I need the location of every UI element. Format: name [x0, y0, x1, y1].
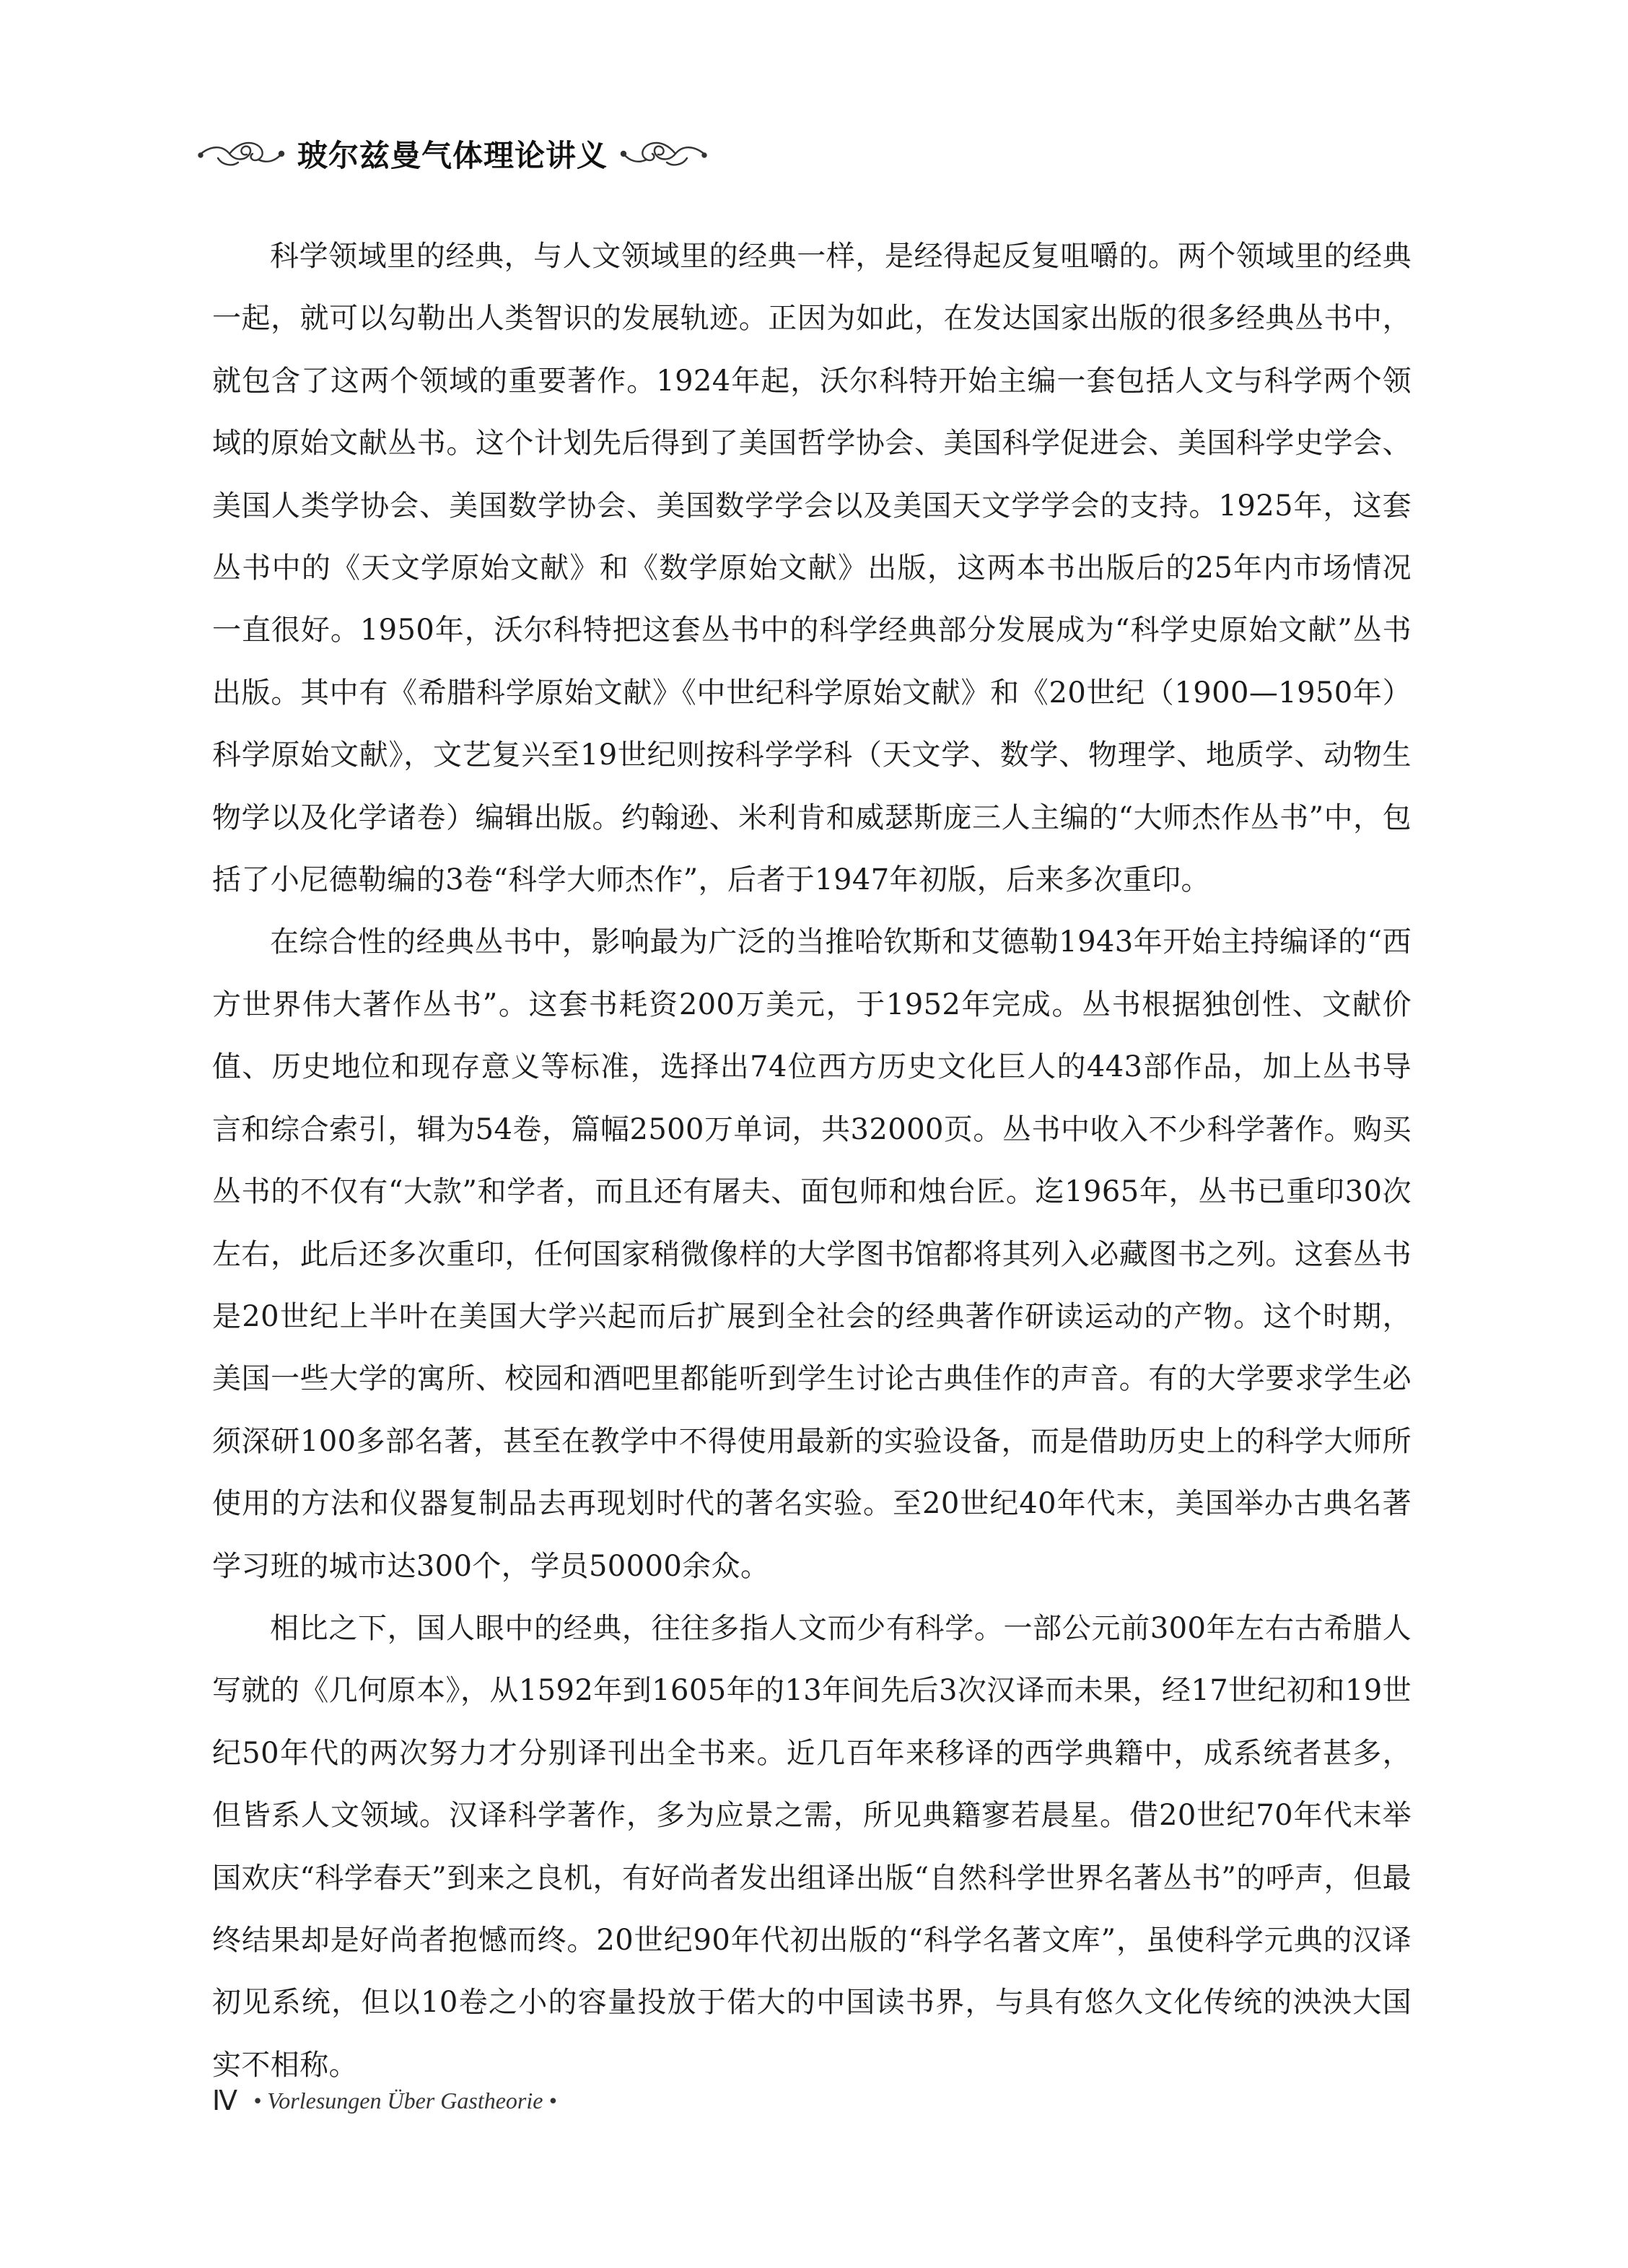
paragraph-3: 相比之下，国人眼中的经典，往往多指人文而少有科学。一部公元前300年左右古希腊人写就的《几何原本》，从1592年到1605年的13年间先后3次汉译而未果，经17世纪初和19世纪50年代的两次努力才分别译刊出全书来。近几百年来移译的西学典籍中，成系统者甚多，但皆系人文领域。汉译科学著作，多为应景之需，所见典籍寥若晨星。借20世纪70年代末举国欢庆“科学春天”到来之良机，有好尚者发出组译出版“自然科学世界名著丛书”的呼声，但最终结果却是好尚者抱憾而终。20世纪90年代初出版的“科学名著文库”，虽使科学元典的汉译初见系统，但以10卷之小的容量投放于偌大的中国读书界，与具有悠久文化传统的泱泱大国实不相称。 [212, 1611, 1412, 2082]
page-footer [212, 2079, 557, 2122]
right-flourish-icon [619, 134, 709, 174]
paragraph-1: 科学领域里的经典，与人文领域里的经典一样，是经得起反复咀嚼的。两个领域里的经典一起，就可以勾勒出人类智识的发展轨迹。正因为如此，在发达国家出版的很多经典丛书中，就包含了这两个领域的重要著作。1924年起，沃尔科特开始主编一套包括人文与科学两个领域的原始文献丛书。这个计划先后得到了美国哲学协会、美国科学促进会、美国科学史学会、美国人类学协会、美国数学协会、美国数学学会以及美国天文学学会的支持。1925年，这套丛书中的《天文学原始文献》和《数学原始文献》出版，这两本书出版后的25年内市场情况一直很好。1950年，沃尔科特把这套丛书中的科学经典部分发展成为“科学史原始文献”丛书出版。其中有《希腊科学原始文献》《中世纪科学原始文献》和《20世纪（1900—1950年）科学原始文献》，文艺复兴至19世纪则按科学学科（天文学、数学、物理学、地质学、动物生物学以及化学诸卷）编辑出版。约翰逊、米利肯和威瑟斯庞三人主编的“大师杰作丛书”中，包括了小尼德勒编的3卷“科学大师杰作”，后者于1947年初版，后来多次重印。 [212, 240, 1412, 897]
running-header [196, 128, 716, 179]
page-number: Ⅳ [212, 2085, 238, 2116]
body-text [212, 225, 1412, 2096]
left-flourish-icon [196, 134, 286, 174]
footer-book-title: • Vorlesungen Über Gastheorie • [253, 2087, 557, 2114]
paragraph-2: 在综合性的经典丛书中，影响最为广泛的当推哈钦斯和艾德勒1943年开始主持编译的“西方世界伟大著作丛书”。这套书耗资200万美元，于1952年完成。丛书根据独创性、文献价值、历史地位和现存意义等标准，选择出74位西方历史文化巨人的443部作品，加上丛书导言和综合索引，辑为54卷，篇幅2500万单词，共32000页。丛书中收入不少科学著作。购买丛书的不仅有“大款”和学者，而且还有屠夫、面包师和烛台匠。迄1965年，丛书已重印30次左右，此后还多次重印，任何国家稍微像样的大学图书馆都将其列入必藏图书之列。这套丛书是20世纪上半叶在美国大学兴起而后扩展到全社会的经典著作研读运动的产物。这个时期，美国一些大学的寓所、校园和酒吧里都能听到学生讨论古典佳作的声音。有的大学要求学生必须深研100多部名著，甚至在教学中不得使用最新的实验设备，而是借助历史上的科学大师所使用的方法和仪器复制品去再现划时代的著名实验。至20世纪40年代末，美国举办古典名著学习班的城市达300个，学员50000余众。 [212, 925, 1412, 1583]
running-header-title: 玻尔兹曼气体理论讲义 [297, 138, 608, 173]
